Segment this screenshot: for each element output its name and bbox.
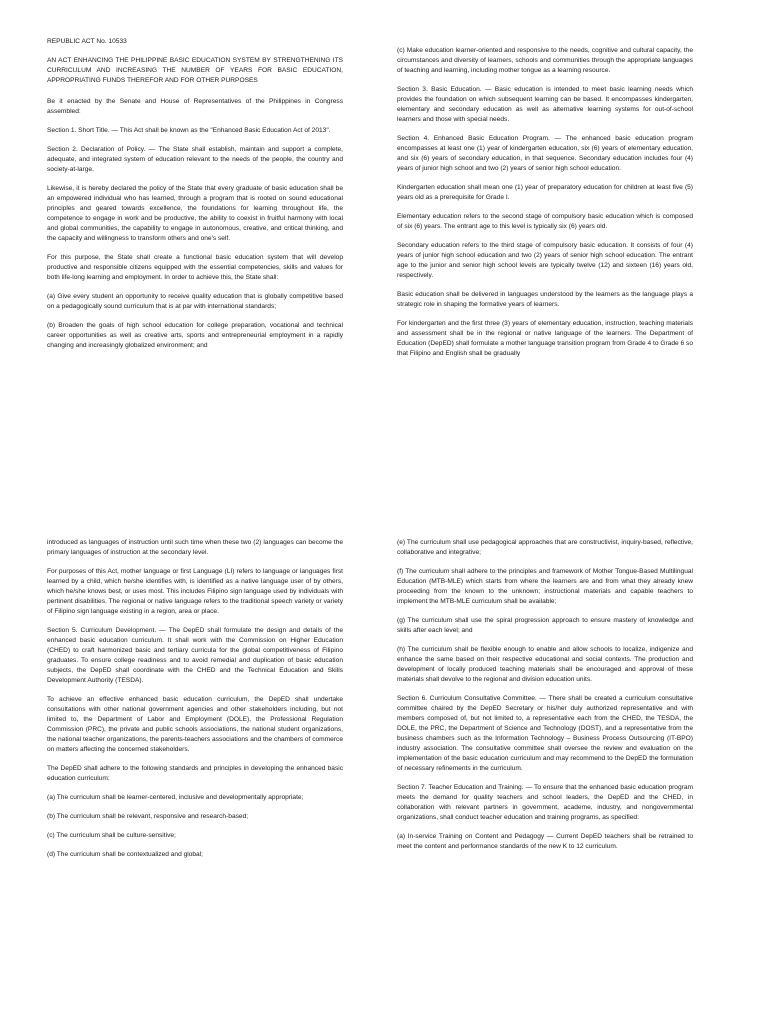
training-item-a: (a) In-service Training on Content and Pedagogy — Current DepED teachers shall be retrained to meet the content and performance standards of the new K to 12 curriculum.: [397, 833, 693, 850]
policy-item-c: (c) Make education learner-oriented and responsive to the needs, cognitive and cultural capacity, the circumstances and diversity of learners, schools and communities through the appropriate languages of teaching and learning, including mother tongue as a learning resource.: [397, 47, 693, 74]
policy-item-b: (b) Broaden the goals of high school education for college preparation, vocational and technical career opportunities as well as creative arts, sports and entrepreneurial employment in a rapidly changing and increasingly globalized environment; and: [47, 322, 343, 349]
right-column-bottom: [397, 538, 693, 861]
section-1-paragraph: Section 1. Short Title. — This Act shall be known as the "Enhanced Basic Education Act of 2013".: [47, 127, 331, 134]
curriculum-item-b: (b) The curriculum shall be relevant, responsive and research-based;: [47, 813, 249, 820]
act-number: REPUBLIC ACT No. 10533: [47, 38, 127, 45]
consultations-paragraph: To achieve an effective enhanced basic education curriculum, the DepED shall undertake consultations with other national government agencies and other stakeholders including, but not limited to, the Department of Labor and Employment (DOLE), the Professional Regulation Commission (PRC), the private and public schools associations, the national student organizations, the national teacher organizations, the parents-teachers associations and the chambers of commerce on matters affecting the concerned stakeholders.: [47, 696, 343, 753]
curriculum-item-d: (d) The curriculum shall be contextualized and global;: [47, 851, 204, 858]
right-column-top: [397, 46, 693, 368]
section-4-paragraph: Section 4. Enhanced Basic Education Program. — The enhanced basic education program encompasses at least one (1) year of kindergarten education, six (6) years of elementary education, and six (6) years of secondary education, in that sequence. Secondary education includes four (4) years of junior high school and two (2) years of senior high school education.: [397, 135, 693, 172]
act-title: AN ACT ENHANCING THE PHILIPPINE BASIC EDUCATION SYSTEM BY STRENGTHENING ITS CURRICULUM AND INCREASING THE NUMBER OF YEARS FOR BASIC EDUCATION, APPROPRIATING FUNDS THEREFOR AND FOR OTHER PURPOSES: [47, 57, 343, 84]
elementary-paragraph: Elementary education refers to the second stage of compulsory basic education which is composed of six (6) years. The entrant age to this level is typically six (6) years old.: [397, 213, 693, 230]
purpose-paragraph: For this purpose, the State shall create a functional basic education system that will develop productive and responsible citizens equipped with the essential competencies, skills and values for both life-long learning and employment. In order to achieve this, the State shall:: [47, 254, 343, 281]
curriculum-item-g: (g) The curriculum shall use the spiral progression approach to ensure mastery of knowledge and skills after each level; and: [397, 617, 693, 634]
policy-item-a: (a) Give every student an opportunity to receive quality education that is globally competitive based on a pedagogically sound curriculum that is at par with international standards;: [47, 293, 343, 310]
policy-paragraph: Likewise, it is hereby declared the policy of the State that every graduate of basic education shall be an empowered individual who has learned, through a program that is rooted on sound educational principles and geared towards excellence, the foundations for learning throughout life, the competence to engage in work and be productive, the ability to coexist in fruitful harmony with local and global communities, the capability to engage in autonomous, creative, and critical thinking, and the capacity and willingness to transform others and one's self.: [47, 185, 343, 242]
curriculum-item-e: (e) The curriculum shall use pedagogical approaches that are constructivist, inquiry-based, reflective, collaborative and integrative;: [397, 539, 693, 556]
transition-paragraph: introduced as languages of instruction until such time when these two (2) languages can become the primary languages of instruction at the secondary level.: [47, 539, 343, 556]
mother-language-definition: For purposes of this Act, mother language or first Language (LI) refers to language or languages first learned by a child, which he/she identifies with, is identified as a native language user of by others, which he/she knows best, or uses most. This includes Filipino sign language used by individuals with pertinent disabilities. The regional or native language refers to the traditional speech variety or variety of Filipino sign language existing in a region, area or place.: [47, 568, 343, 615]
mother-tongue-paragraph: For kindergarten and the first three (3) years of elementary education, instruction, teaching materials and assessment shall be in the regional or native language of the learners. The Department of Education (DepED) shall formulate a mother language transition program from Grade 4 to Grade 6 so that Filipino and English shall be gradually: [397, 320, 693, 357]
section-6-paragraph: Section 6. Curriculum Consultative Committee. — There shall be created a curriculum consultative committee chaired by the DepED Secretary or his/her duly authorized representative and with members composed of, but not limited to, a representative each from the CHED, the TESDA, the DOLE, the PRC, the Department of Science and Technology (DOST), and a representative from the business chambers such as the Information Technology – Business Process Outsourcing (IT-BPO) industry association. The consultative committee shall oversee the review and evaluation on the implementation of the basic education curriculum and may recommend to the DepED the formulation of necessary refinements in the curriculum.: [397, 695, 693, 772]
secondary-paragraph: Secondary education refers to the third stage of compulsory basic education. It consists of four (4) years of junior high school education and two (2) years of senior high school education. The entrant age to the junior and senior high school levels are typically twelve (12) and sixteen (16) years old, respectively.: [397, 242, 693, 279]
curriculum-item-c: (c) The curriculum shall be culture-sensitive;: [47, 832, 176, 839]
curriculum-item-h: (h) The curriculum shall be flexible enough to enable and allow schools to localize, indigenize and enhance the same based on their respective educational and social contexts. The production and development of locally produced teaching materials shall be encouraged and approval of these materials shall devolve to the regional and division education units.: [397, 646, 693, 683]
left-column-top: [47, 37, 343, 360]
section-5-paragraph: Section 5. Curriculum Development. — The DepED shall formulate the design and details of the enhanced basic education curriculum. It shall work with the Commission on Higher Education (CHED) to craft harmonized basic and tertiary curricula for the global competitiveness of Filipino graduates. To ensure college readiness and to avoid remedial and duplication of basic education subjects, the DepED shall coordinate with the CHED and the Technical Education and Skills Development Authority (TESDA).: [47, 627, 343, 684]
section-2-paragraph: Section 2. Declaration of Policy. — The State shall establish, maintain and support a complete, adequate, and integrated system of education relevant to the needs of the people, the country and society-at-large.: [47, 146, 343, 173]
section-3-paragraph: Section 3. Basic Education. — Basic education is intended to meet basic learning needs which provides the foundation on which subsequent learning can be based. It encompasses kindergarten, elementary and secondary education as well as alternative learning systems for out-of-school learners and those with special needs.: [397, 86, 693, 123]
standards-intro: The DepED shall adhere to the following standards and principles in developing the enhanced basic education curriculum:: [47, 765, 343, 782]
curriculum-item-a: (a) The curriculum shall be learner-centered, inclusive and developmentally appropriate;: [47, 794, 304, 801]
language-paragraph: Basic education shall be delivered in languages understood by the learners as the language plays a strategic role in shaping the formative years of learners.: [397, 291, 693, 308]
section-7-paragraph: Section 7. Teacher Education and Training. — To ensure that the enhanced basic education program meets the demand for quality teachers and school leaders, the DepED and the CHED, in collaboration with relevant partners in government, academe, industry, and nongovernmental organizations, shall conduct teacher education and training programs, as specified:: [397, 784, 693, 821]
kindergarten-paragraph: Kindergarten education shall mean one (1) year of preparatory education for children at least five (5) years old as a prerequisite for Grade I.: [397, 184, 693, 201]
curriculum-item-f: (f) The curriculum shall adhere to the principles and framework of Mother Tongue-Based Multilingual Education (MTB-MLE) which starts from where the learners are and from what they already knew proceeding from the known to the unknown; instructional materials and capable teachers to implement the MTB-MLE curriculum shall be available;: [397, 568, 693, 605]
enacting-clause: Be it enacted by the Senate and House of Representatives of the Philippines in Congress assembled:: [47, 98, 343, 115]
left-column-bottom: [47, 538, 343, 869]
